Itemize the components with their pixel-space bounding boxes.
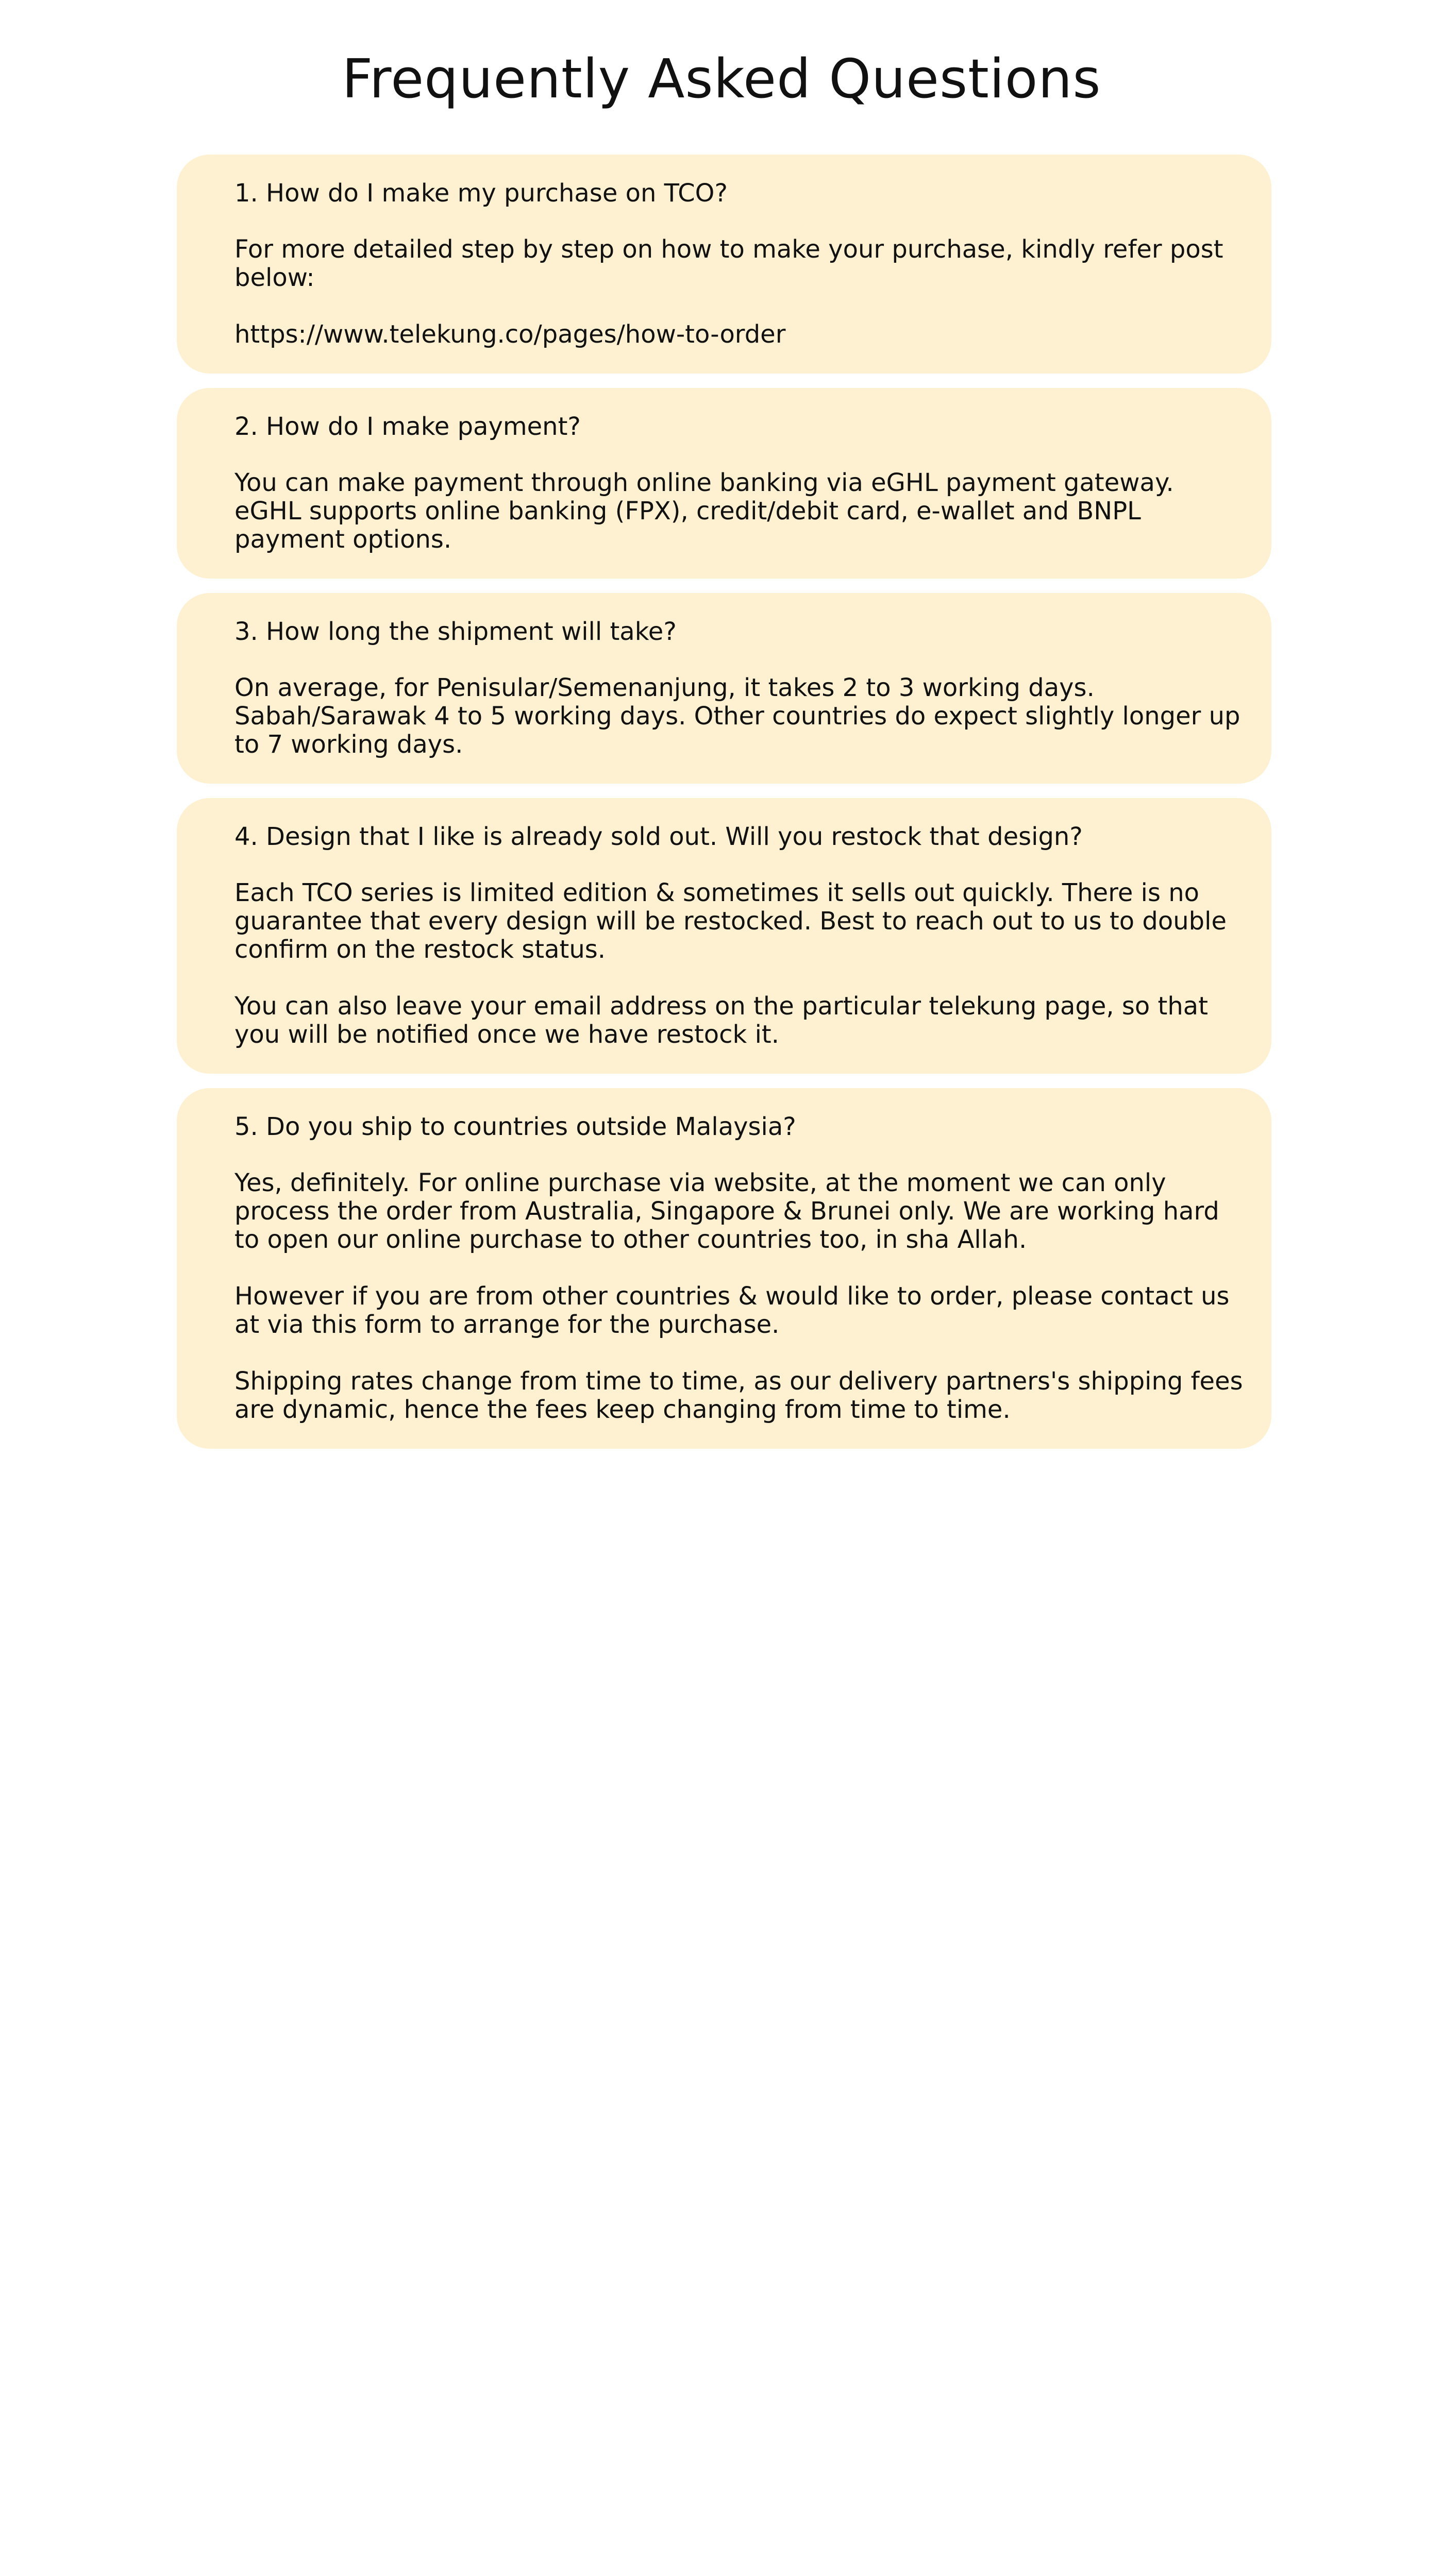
faq-question: 5. Do you ship to countries outside Malaysia? [234,1112,796,1141]
how-to-order-link[interactable]: https://www.telekung.co/pages/how-to-order [234,320,786,349]
faq-answer [234,1169,1247,1424]
faq-answer [234,879,1247,1049]
faq-question: 3. How long the shipment will take? [234,617,677,646]
faq-item-restock [177,798,1271,1074]
faq-answer-paragraph: Shipping rates change from time to time, as our delivery partners's shipping fees are dynamic, hence the fees keep changing from time to time. [234,1367,1243,1424]
faq-question: 2. How do I make payment? [234,412,581,441]
page-title: Frequently Asked Questions [342,47,1101,110]
faq-answer-paragraph: You can make payment through online banking via eGHL payment gateway. eGHL supports online banking (FPX), credit/debit card, e-wallet and BNPL payment options. [234,468,1174,554]
faq-answer-paragraph: Yes, definitely. For online purchase via website, at the moment we can only process the order from Australia, Singapore & Brunei only. We are working hard to open our online purchase to other countries too, in sha Allah. [234,1168,1219,1254]
faq-answer [234,674,1247,759]
faq-answer-paragraph: On average, for Penisular/Semenanjung, it takes 2 to 3 working days. Sabah/Sarawak 4 to 5 working days. Other countries do expect slightly longer up to 7 working days. [234,673,1240,759]
faq-item-purchase [177,155,1271,374]
faq-answer-paragraph: You can also leave your email address on the particular telekung page, so that you will be notified once we have restock it. [234,992,1209,1049]
faq-item-payment [177,388,1271,579]
faq-answer [234,469,1247,554]
faq-answer-paragraph [234,320,1247,349]
faq-answer [234,235,1247,349]
faq-list [177,155,1271,1463]
faq-answer-paragraph: For more detailed step by step on how to make your purchase, kindly refer post below: [234,235,1223,292]
faq-item-shipment-time [177,593,1271,784]
faq-question: 4. Design that I like is already sold out. Will you restock that design? [234,822,1083,851]
faq-item-international-shipping [177,1088,1271,1449]
faq-question: 1. How do I make my purchase on TCO? [234,179,728,208]
faq-answer-paragraph: Each TCO series is limited edition & sometimes it sells out quickly. There is no guarantee that every design will be restocked. Best to reach out to us to double confirm on the restock status. [234,878,1227,964]
faq-answer-paragraph: However if you are from other countries & would like to order, please contact us at via this form to arrange for the purchase. [234,1282,1230,1339]
